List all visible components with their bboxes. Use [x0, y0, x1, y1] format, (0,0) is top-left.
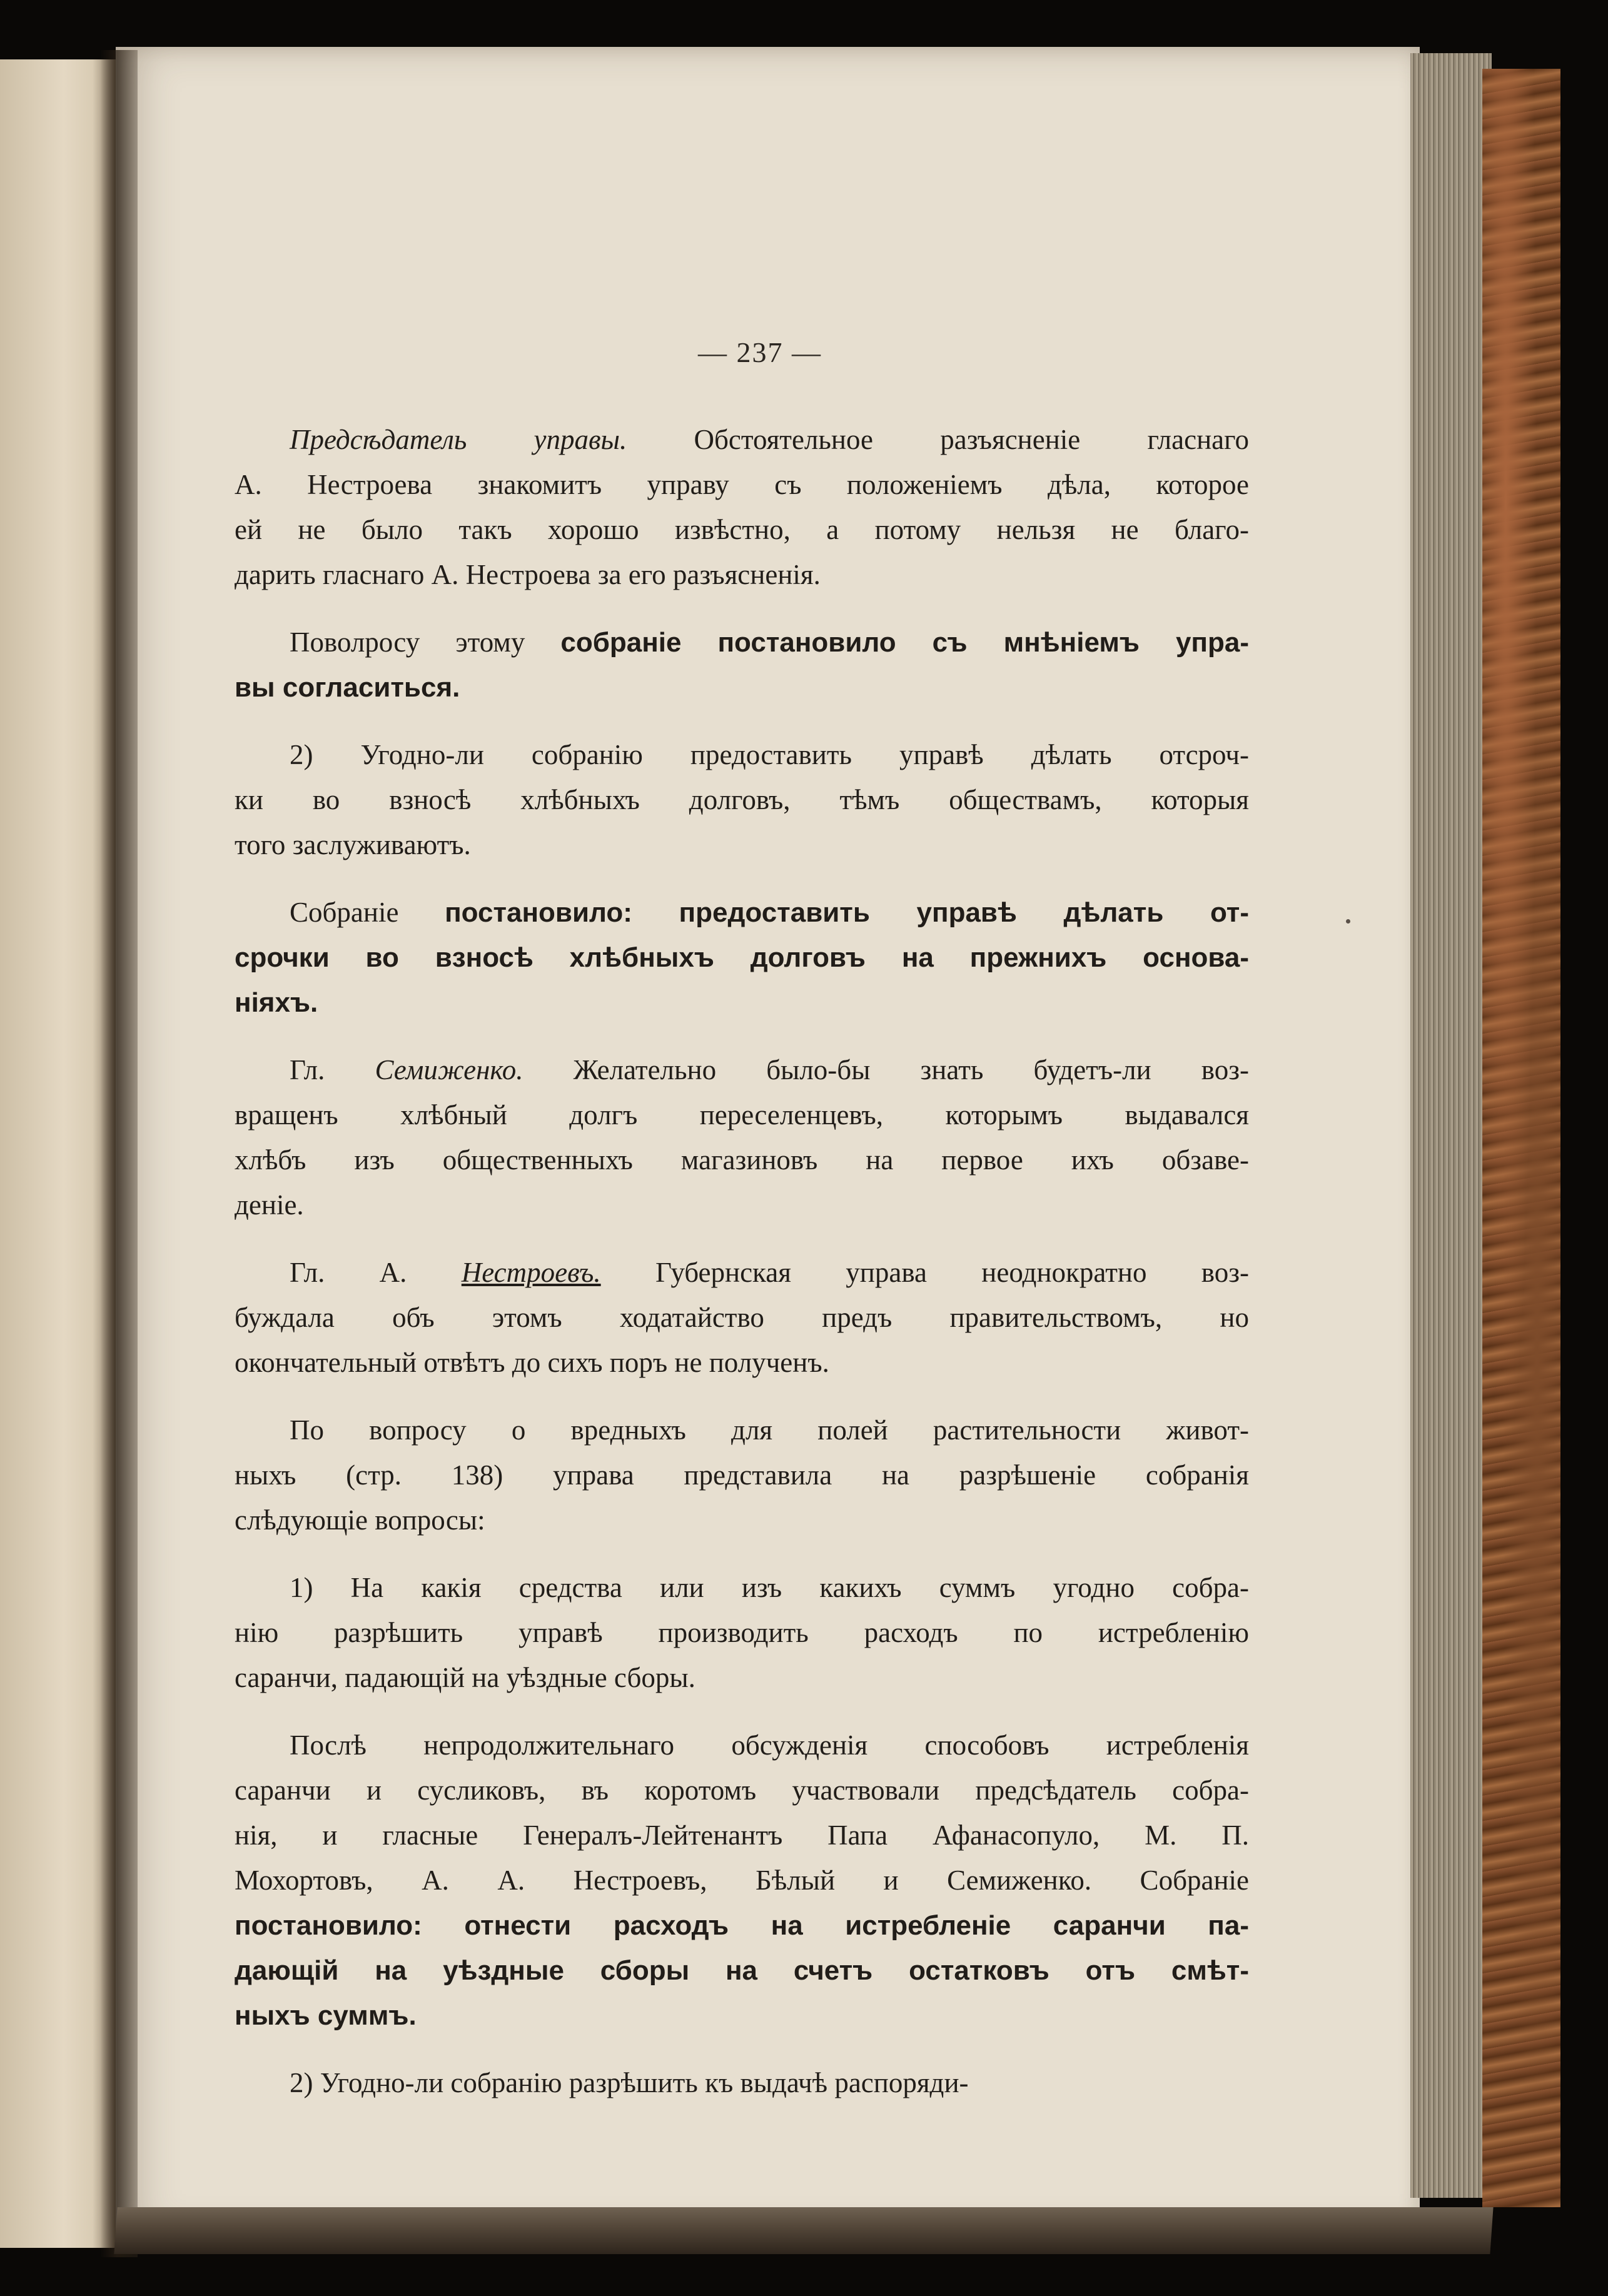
text-line: [235, 552, 1249, 597]
text-line: [235, 1768, 1249, 1813]
text-line: [235, 822, 1249, 867]
text-run: Собраніе: [290, 897, 445, 928]
page-number: — 237 —: [698, 336, 822, 368]
text-run: Гл.: [290, 1054, 375, 1085]
book-gutter: [100, 50, 138, 2257]
text-run: саранчи и сусликовъ, въ коротомъ участвовали предсѣдатель собра-: [235, 1775, 1249, 1806]
text-run: ки во взносѣ хлѣбныхъ долговъ, тѣмъ обществамъ, которыя: [235, 784, 1249, 815]
text-line: [235, 935, 1249, 980]
text-line: [235, 1295, 1249, 1340]
text-line: [235, 1723, 1249, 1768]
page-text: [235, 417, 1249, 2128]
paragraph: [235, 1250, 1249, 1385]
text-line: [235, 980, 1249, 1025]
text-line: [235, 1137, 1249, 1182]
text-line: [235, 1340, 1249, 1385]
paragraph: [235, 620, 1249, 710]
text-run: ныхъ суммъ.: [235, 2000, 417, 2031]
text-line: [235, 1610, 1249, 1655]
text-run: 1) На какія средства или изъ какихъ суммъ угодно собра-: [290, 1572, 1249, 1603]
text-run: Поволросу этому: [290, 627, 561, 658]
text-run: Нестроевъ.: [461, 1257, 601, 1288]
text-run: окончательный отвѣтъ до сихъ поръ не полученъ.: [235, 1347, 829, 1378]
text-run: 2) Угодно-ли собранію разрѣшить къ выдачѣ распоряди-: [290, 2067, 969, 2098]
paragraph: [235, 732, 1249, 867]
text-line: [235, 1948, 1249, 1993]
text-run: Губернская управа неоднократно воз-: [600, 1257, 1249, 1288]
text-line: [235, 1903, 1249, 1948]
text-run: Желательно было-бы знать будетъ-ли воз-: [523, 1054, 1250, 1085]
ink-speck: [1346, 919, 1350, 924]
text-line: [235, 1092, 1249, 1137]
text-run: саранчи, падающій на уѣздные сборы.: [235, 1662, 695, 1693]
text-line: [235, 1453, 1249, 1498]
text-line: [235, 665, 1249, 710]
text-run: слѣдующіе вопросы:: [235, 1504, 485, 1536]
text-line: [235, 507, 1249, 552]
text-line: [235, 1407, 1249, 1453]
text-run: Мохортовъ, А. А. Нестроевъ, Бѣлый и Семиженко. Собраніе: [235, 1865, 1249, 1896]
text-line: [235, 732, 1249, 777]
book-page: [116, 47, 1420, 2235]
text-run: постановило: отнести расходъ на истребленіе саранчи па-: [235, 1910, 1249, 1941]
text-line: [235, 1813, 1249, 1858]
text-run: дарить гласнаго А. Нестроева за его разъясненія.: [235, 559, 821, 590]
text-line: [235, 890, 1249, 935]
text-line: [235, 462, 1249, 507]
text-run: Обстоятельное разъясненіе гласнаго: [627, 424, 1249, 455]
text-run: А. Нестроева знакомитъ управу съ положеніемъ дѣла, которое: [235, 469, 1249, 500]
text-line: [235, 777, 1249, 822]
text-run: нія, и гласные Генералъ-Лейтенантъ Папа Афанасопуло, М. П.: [235, 1820, 1249, 1851]
text-run: ныхъ (стр. 138) управа представила на разрѣшеніе собранія: [235, 1459, 1249, 1491]
text-run: ніяхъ.: [235, 987, 318, 1018]
text-line: [235, 417, 1249, 462]
text-run: собраніе постановило съ мнѣніемъ упра-: [560, 627, 1249, 658]
paragraph: [235, 1047, 1249, 1227]
text-run: деніе.: [235, 1189, 304, 1221]
text-run: вращенъ хлѣбный долгъ переселенцевъ, которымъ выдавался: [235, 1099, 1249, 1130]
text-line: [235, 1858, 1249, 1903]
text-line: [235, 2060, 1249, 2105]
text-run: нію разрѣшить управѣ производить расходъ по истребленію: [235, 1617, 1249, 1648]
paragraph: [235, 417, 1249, 597]
text-run: ей не было такъ хорошо извѣстно, а потому нельзя не благо-: [235, 514, 1249, 545]
text-run: По вопросу о вредныхъ для полей растительности живот-: [290, 1414, 1249, 1446]
text-run: 2) Угодно-ли собранію предоставить управѣ дѣлать отсроч-: [290, 739, 1249, 770]
paragraph: [235, 1723, 1249, 2038]
paragraph: [235, 2060, 1249, 2105]
text-line: [235, 1498, 1249, 1543]
text-run: вы согласиться.: [235, 672, 460, 703]
text-run: постановило: предоставить управѣ дѣлать от-: [445, 897, 1249, 928]
text-run: дающій на уѣздные сборы на счетъ остатковъ отъ смѣт-: [235, 1955, 1249, 1986]
text-run: Семиженко.: [375, 1054, 523, 1085]
text-run: Гл. А.: [290, 1257, 462, 1288]
text-line: [235, 1565, 1249, 1610]
previous-page-edge: [0, 59, 116, 2248]
page-bottom-edge: [114, 2207, 1493, 2254]
text-line: [235, 620, 1249, 665]
text-line: [235, 1182, 1249, 1227]
text-run: Предсѣдатель управы.: [290, 424, 627, 455]
text-line: [235, 1047, 1249, 1092]
closed-page-edges: [1410, 53, 1492, 2198]
text-run: срочки во взносѣ хлѣбныхъ долговъ на прежнихъ основа-: [235, 942, 1249, 973]
text-line: [235, 1250, 1249, 1295]
text-run: буждала объ этомъ ходатайство предъ правительствомъ, но: [235, 1302, 1249, 1333]
text-run: того заслуживаютъ.: [235, 829, 471, 860]
paragraph: [235, 1565, 1249, 1700]
marbled-cover-edge: [1482, 69, 1560, 2207]
text-line: [235, 1993, 1249, 2038]
text-run: Послѣ непродолжительнаго обсужденія способовъ истребленія: [290, 1730, 1249, 1761]
text-line: [235, 1655, 1249, 1700]
paragraph: [235, 1407, 1249, 1543]
text-run: хлѣбъ изъ общественныхъ магазиновъ на первое ихъ обзаве-: [235, 1144, 1249, 1176]
paragraph: [235, 890, 1249, 1025]
